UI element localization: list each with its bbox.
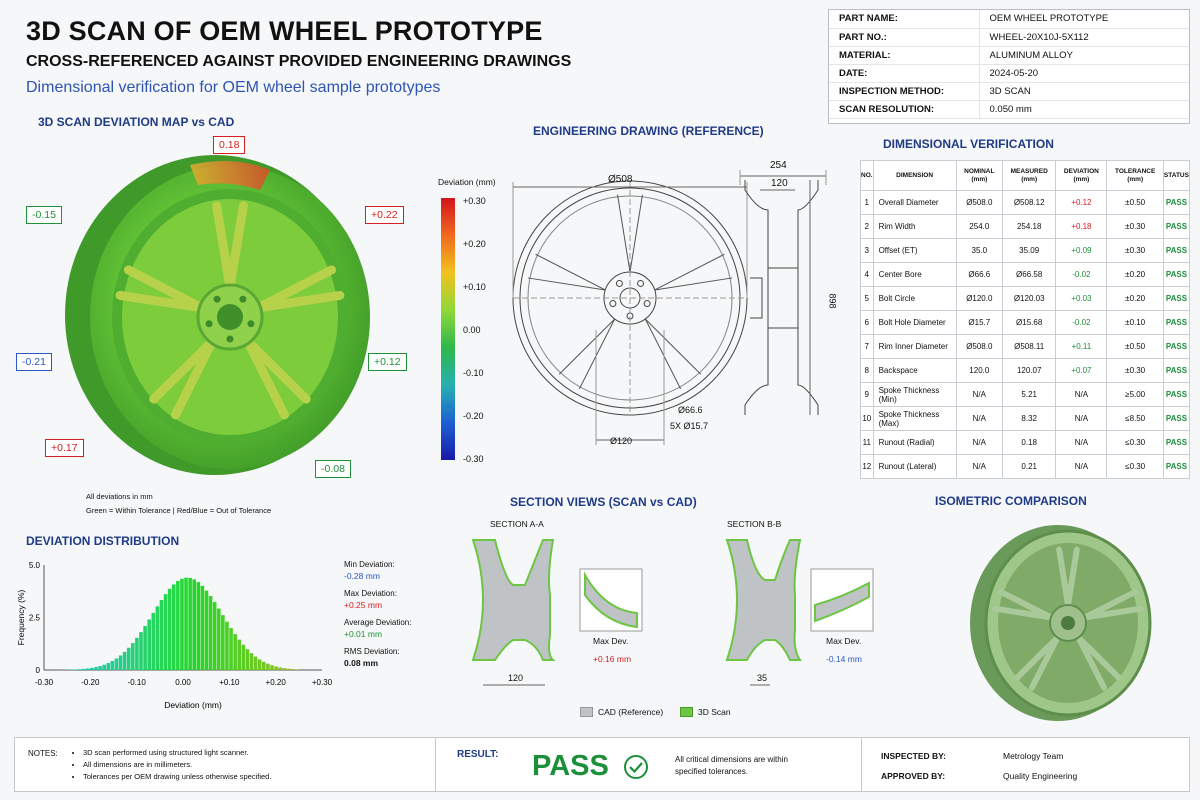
row-tolerance: ≤0.30 <box>1107 455 1163 479</box>
histogram-bar <box>188 578 192 670</box>
row-dimension: Spoke Thickness (Max) <box>873 407 956 431</box>
bolt-hole <box>638 280 644 286</box>
row-nominal: N/A <box>956 383 1002 407</box>
histogram-bar <box>217 609 221 670</box>
histogram-bar <box>164 594 168 670</box>
scale-label: -0.30 <box>463 454 484 464</box>
callout-left: -0.21 <box>16 353 52 371</box>
row-tolerance: ±0.50 <box>1107 191 1163 215</box>
bolt-hole <box>214 296 221 303</box>
histogram-bar <box>209 596 213 670</box>
histogram-bar <box>295 669 299 670</box>
y-tick-label: 2.5 <box>28 613 40 623</box>
result-value: PASS <box>532 750 609 782</box>
row-status: PASS <box>1163 407 1189 431</box>
info-row <box>829 100 1189 118</box>
deviation-note-units: All deviations in mm <box>86 492 153 501</box>
table-row <box>861 311 1190 335</box>
x-tick-label: +0.20 <box>265 678 286 687</box>
check-icon <box>623 754 649 780</box>
histogram-bar <box>127 648 131 670</box>
histogram-bar <box>233 634 237 670</box>
info-value: WHEEL-20X10J-5X112 <box>979 28 1189 46</box>
scale-title: Deviation (mm) <box>438 177 496 187</box>
histogram-bar <box>106 663 110 670</box>
info-value: 0.050 mm <box>979 100 1189 118</box>
row-measured: 120.07 <box>1003 359 1056 383</box>
dimensional-verification-table <box>860 160 1190 479</box>
dim-header: TOLERANCE (mm) <box>1107 161 1163 191</box>
dim-bolt-circle: Ø120 <box>610 436 633 446</box>
row-dimension: Rim Inner Diameter <box>873 335 956 359</box>
histogram-bar <box>156 606 160 670</box>
histogram-bar <box>176 581 180 670</box>
section-a-dim: 120 <box>508 673 524 683</box>
section-b-label: SECTION B-B <box>727 519 782 529</box>
callout-top: 0.18 <box>213 136 245 154</box>
histogram-bar <box>160 600 164 670</box>
bolt-hole <box>616 280 622 286</box>
stat-value: 0.08 mm <box>344 658 379 668</box>
row-dimension: Runout (Radial) <box>873 431 956 455</box>
histogram-bar <box>262 662 266 670</box>
footer <box>14 737 1190 792</box>
row-no: 4 <box>861 263 874 287</box>
x-axis-label: Deviation (mm) <box>164 700 222 710</box>
stat-label: RMS Deviation: <box>344 647 400 656</box>
histogram-bar <box>250 653 254 670</box>
table-row <box>861 455 1190 479</box>
histogram-bar <box>221 615 225 670</box>
inspected-value: Metrology Team <box>1003 751 1064 761</box>
row-deviation: N/A <box>1056 407 1107 431</box>
row-dimension: Spoke Thickness (Min) <box>873 383 956 407</box>
row-deviation: -0.02 <box>1056 311 1107 335</box>
histogram-bar <box>282 668 286 670</box>
row-no: 11 <box>861 431 874 455</box>
row-status: PASS <box>1163 359 1189 383</box>
row-measured: Ø120.03 <box>1003 287 1056 311</box>
row-measured: Ø508.11 <box>1003 335 1056 359</box>
stat-label: Max Deviation: <box>344 589 397 598</box>
histogram-bar <box>197 582 201 670</box>
row-nominal: Ø120.0 <box>956 287 1002 311</box>
histogram-bar <box>266 664 270 670</box>
bolt-hole <box>610 301 616 307</box>
legend-scan-label: 3D Scan <box>698 707 731 717</box>
section-b-dim: 35 <box>757 673 768 683</box>
row-deviation: +0.18 <box>1056 215 1107 239</box>
row-measured: 35.09 <box>1003 239 1056 263</box>
stat-value: -0.28 mm <box>344 571 380 581</box>
info-key: PART NAME: <box>829 10 979 28</box>
row-measured: 254.18 <box>1003 215 1056 239</box>
dimensional-title: DIMENSIONAL VERIFICATION <box>883 137 1054 151</box>
row-no: 3 <box>861 239 874 263</box>
result-text-2: specified tolerances. <box>675 767 748 776</box>
result-label: RESULT: <box>457 749 499 760</box>
part-info-table <box>828 9 1190 124</box>
histogram-bar <box>291 669 295 670</box>
histogram-bar <box>242 645 246 670</box>
histogram-bar <box>74 669 78 670</box>
scale-label: 0.00 <box>463 325 481 335</box>
row-measured: 0.18 <box>1003 431 1056 455</box>
row-nominal: Ø508.0 <box>956 191 1002 215</box>
row-deviation: N/A <box>1056 431 1107 455</box>
histogram-bar <box>111 661 115 670</box>
page-title: 3D SCAN OF OEM WHEEL PROTOTYPE <box>26 16 543 46</box>
distribution-title: DEVIATION DISTRIBUTION <box>26 534 180 548</box>
row-status: PASS <box>1163 191 1189 215</box>
row-measured: Ø15.68 <box>1003 311 1056 335</box>
deviation-histogram <box>14 555 334 715</box>
table-row <box>861 383 1190 407</box>
row-no: 6 <box>861 311 874 335</box>
callout-right: +0.12 <box>368 353 407 371</box>
row-dimension: Offset (ET) <box>873 239 956 263</box>
legend-cad-label: CAD (Reference) <box>598 707 664 717</box>
page-tagline: Dimensional verification for OEM wheel sample prototypes <box>26 79 441 96</box>
approved-value: Quality Engineering <box>1003 771 1078 781</box>
dim-header: MEASURED (mm) <box>1003 161 1056 191</box>
histogram-bar <box>98 666 102 670</box>
row-deviation: N/A <box>1056 455 1107 479</box>
row-status: PASS <box>1163 335 1189 359</box>
histogram-bar <box>258 659 262 670</box>
spoke <box>645 319 700 374</box>
row-nominal: Ø66.6 <box>956 263 1002 287</box>
deviation-stats <box>344 560 424 676</box>
row-no: 10 <box>861 407 874 431</box>
histogram-bar <box>246 649 250 670</box>
x-tick-label: +0.10 <box>219 678 240 687</box>
notes-list <box>73 747 271 783</box>
dim-backspace: 120 <box>771 178 788 189</box>
section-b-max-dev-label: Max Dev. <box>826 636 862 646</box>
info-value: 2024-05-20 <box>979 64 1189 82</box>
histogram-bar <box>225 622 229 670</box>
row-status: PASS <box>1163 311 1189 335</box>
callout-lower-left: +0.17 <box>45 439 84 457</box>
row-measured: Ø508.12 <box>1003 191 1056 215</box>
scale-label: -0.10 <box>463 368 484 378</box>
row-deviation: +0.07 <box>1056 359 1107 383</box>
table-row <box>861 359 1190 383</box>
row-nominal: N/A <box>956 407 1002 431</box>
row-measured: 8.32 <box>1003 407 1056 431</box>
histogram-bar <box>229 628 233 670</box>
stat-value: +0.25 mm <box>344 600 383 610</box>
row-dimension: Backspace <box>873 359 956 383</box>
row-status: PASS <box>1163 431 1189 455</box>
histogram-bar <box>115 658 119 670</box>
histogram-bar <box>82 669 86 670</box>
row-tolerance: ≥5.00 <box>1107 383 1163 407</box>
row-dimension: Runout (Lateral) <box>873 455 956 479</box>
info-key: DATE: <box>829 64 979 82</box>
row-tolerance: ±0.20 <box>1107 263 1163 287</box>
row-deviation: +0.03 <box>1056 287 1107 311</box>
scale-label: +0.10 <box>463 282 486 292</box>
info-key: INSPECTION METHOD: <box>829 82 979 100</box>
histogram-bar <box>254 657 258 670</box>
histogram-bar <box>94 667 98 670</box>
dim-overall-diameter: Ø508 <box>608 174 633 185</box>
row-measured: Ø66.58 <box>1003 263 1056 287</box>
notes-label: NOTES: <box>28 749 58 758</box>
row-dimension: Rim Width <box>873 215 956 239</box>
info-row <box>829 10 1189 28</box>
histogram-bar <box>184 578 188 670</box>
row-no: 1 <box>861 191 874 215</box>
deviation-color-scale <box>441 198 455 460</box>
row-deviation: +0.09 <box>1056 239 1107 263</box>
row-deviation: +0.11 <box>1056 335 1107 359</box>
row-tolerance: ±0.30 <box>1107 215 1163 239</box>
x-tick-label: -0.20 <box>81 678 100 687</box>
x-tick-label: 0.00 <box>175 678 191 687</box>
spoke <box>630 195 642 272</box>
spoke <box>618 195 630 272</box>
y-tick-label: 5.0 <box>28 561 40 570</box>
deviation-note-legend: Green = Within Tolerance | Red/Blue = Out of Tolerance <box>86 506 272 515</box>
row-no: 2 <box>861 215 874 239</box>
row-tolerance: ±0.50 <box>1107 335 1163 359</box>
note-item: • 3D scan performed using structured light scanner. <box>83 747 271 759</box>
histogram-bar <box>78 669 82 670</box>
info-value: 3D SCAN <box>979 82 1189 100</box>
table-row <box>861 335 1190 359</box>
inspected-label: INSPECTED BY: <box>881 751 947 761</box>
row-tolerance: ±0.20 <box>1107 287 1163 311</box>
histogram-bar <box>102 665 106 670</box>
table-row <box>861 215 1190 239</box>
table-row <box>861 263 1190 287</box>
row-dimension: Bolt Circle <box>873 287 956 311</box>
row-no: 7 <box>861 335 874 359</box>
bolt-hole <box>239 296 246 303</box>
histogram-bar <box>172 584 176 670</box>
spoke <box>645 319 680 389</box>
row-status: PASS <box>1163 287 1189 311</box>
row-status: PASS <box>1163 455 1189 479</box>
dim-header: STATUS <box>1163 161 1189 191</box>
dim-height: 898 <box>827 293 838 309</box>
sections-title: SECTION VIEWS (SCAN vs CAD) <box>510 495 697 509</box>
histogram-bar <box>278 667 282 670</box>
row-tolerance: ±0.10 <box>1107 311 1163 335</box>
row-nominal: 254.0 <box>956 215 1002 239</box>
row-nominal: Ø15.7 <box>956 311 1002 335</box>
dim-header: DIMENSION <box>873 161 956 191</box>
histogram-bar <box>237 640 241 670</box>
row-deviation: -0.02 <box>1056 263 1107 287</box>
result-text-1: All critical dimensions are within <box>675 755 788 764</box>
histogram-bar <box>270 665 274 670</box>
row-nominal: 35.0 <box>956 239 1002 263</box>
note-item: • All dimensions are in millimeters. <box>83 759 271 771</box>
histogram-bar <box>147 619 151 670</box>
section-a-label: SECTION A-A <box>490 519 544 529</box>
stat-value: +0.01 mm <box>344 629 383 639</box>
histogram-bar <box>213 602 217 670</box>
row-nominal: 120.0 <box>956 359 1002 383</box>
info-key: PART NO.: <box>829 28 979 46</box>
section-a-max-dev: +0.16 mm <box>593 654 632 664</box>
callout-upper-right: +0.22 <box>365 206 404 224</box>
histogram-bar <box>274 666 278 670</box>
page-subtitle: CROSS-REFERENCED AGAINST PROVIDED ENGINEERING DRAWINGS <box>26 53 572 70</box>
bolt-hole <box>644 301 650 307</box>
bolt-hole <box>206 320 213 327</box>
row-no: 8 <box>861 359 874 383</box>
note-item: • Tolerances per OEM drawing unless otherwise specified. <box>83 771 271 783</box>
callout-upper-left: -0.15 <box>26 206 62 224</box>
isometric-wheel <box>950 515 1160 730</box>
histogram-bar <box>151 613 155 670</box>
info-key: MATERIAL: <box>829 46 979 64</box>
bolt-hole <box>227 336 234 343</box>
info-key: SCAN RESOLUTION: <box>829 100 979 118</box>
histogram-bar <box>123 652 127 670</box>
table-row <box>861 431 1190 455</box>
row-deviation: +0.12 <box>1056 191 1107 215</box>
bolt-hole <box>247 320 254 327</box>
table-row <box>861 287 1190 311</box>
approved-label: APPROVED BY: <box>881 771 946 781</box>
table-row <box>861 191 1190 215</box>
table-row <box>861 407 1190 431</box>
histogram-bar <box>119 655 123 670</box>
dim-center-bore: Ø66.6 <box>678 405 703 415</box>
histogram-bar <box>287 669 291 670</box>
stat-label: Min Deviation: <box>344 560 395 569</box>
histogram-bar <box>201 586 205 670</box>
callout-lower-right: -0.08 <box>315 460 351 478</box>
x-tick-label: -0.30 <box>34 678 54 687</box>
spoke <box>559 319 614 374</box>
y-tick-label: 0 <box>35 666 40 675</box>
section-views <box>465 535 885 695</box>
histogram-bar <box>86 668 90 670</box>
dim-rim-width: 254 <box>770 160 787 171</box>
row-status: PASS <box>1163 263 1189 287</box>
scale-label: -0.20 <box>463 411 484 421</box>
row-status: PASS <box>1163 215 1189 239</box>
row-nominal: N/A <box>956 431 1002 455</box>
histogram-bar <box>90 668 94 670</box>
dim-header: DEVIATION (mm) <box>1056 161 1107 191</box>
histogram-bar <box>139 632 143 670</box>
info-value: OEM WHEEL PROTOTYPE <box>979 10 1189 28</box>
info-row <box>829 64 1189 82</box>
row-deviation: N/A <box>1056 383 1107 407</box>
histogram-bar <box>168 589 172 670</box>
row-no: 12 <box>861 455 874 479</box>
row-status: PASS <box>1163 383 1189 407</box>
histogram-bar <box>143 626 147 670</box>
row-dimension: Center Bore <box>873 263 956 287</box>
row-status: PASS <box>1163 239 1189 263</box>
dim-header: NO. <box>861 161 874 191</box>
info-row <box>829 82 1189 100</box>
iso-title: ISOMETRIC COMPARISON <box>935 494 1087 508</box>
deviation-map-title: 3D SCAN DEVIATION MAP vs CAD <box>38 115 235 129</box>
info-row <box>829 46 1189 64</box>
x-tick-label: +0.30 <box>311 678 333 687</box>
spoke <box>579 319 614 389</box>
histogram-bar <box>192 579 196 670</box>
drawing-title: ENGINEERING DRAWING (REFERENCE) <box>533 124 764 138</box>
row-nominal: N/A <box>956 455 1002 479</box>
row-no: 5 <box>861 287 874 311</box>
histogram-bar <box>135 638 139 670</box>
histogram-bar <box>205 591 209 670</box>
stat-label: Average Deviation: <box>344 618 412 627</box>
y-axis-label: Frequency (%) <box>16 589 26 646</box>
row-dimension: Bolt Hole Diameter <box>873 311 956 335</box>
table-row <box>861 239 1190 263</box>
scale-label: +0.30 <box>463 196 486 206</box>
row-tolerance: ≤0.30 <box>1107 431 1163 455</box>
histogram-bar <box>131 643 135 670</box>
row-no: 9 <box>861 383 874 407</box>
legend-cad-swatch <box>580 707 593 717</box>
section-b-max-dev: -0.14 mm <box>826 654 862 664</box>
scale-label: +0.20 <box>463 239 486 249</box>
row-tolerance: ≤8.50 <box>1107 407 1163 431</box>
row-tolerance: ±0.30 <box>1107 239 1163 263</box>
row-tolerance: ±0.30 <box>1107 359 1163 383</box>
info-row <box>829 28 1189 46</box>
section-a-max-dev-label: Max Dev. <box>593 636 629 646</box>
histogram-bar <box>180 579 184 670</box>
row-nominal: Ø508.0 <box>956 335 1002 359</box>
legend-scan-swatch <box>680 707 693 717</box>
dim-bolt-holes: 5X Ø15.7 <box>670 421 709 431</box>
row-measured: 5.21 <box>1003 383 1056 407</box>
x-tick-label: -0.10 <box>127 678 146 687</box>
dim-header: NOMINAL (mm) <box>956 161 1002 191</box>
row-dimension: Overall Diameter <box>873 191 956 215</box>
info-value: ALUMINUM ALLOY <box>979 46 1189 64</box>
row-measured: 0.21 <box>1003 455 1056 479</box>
